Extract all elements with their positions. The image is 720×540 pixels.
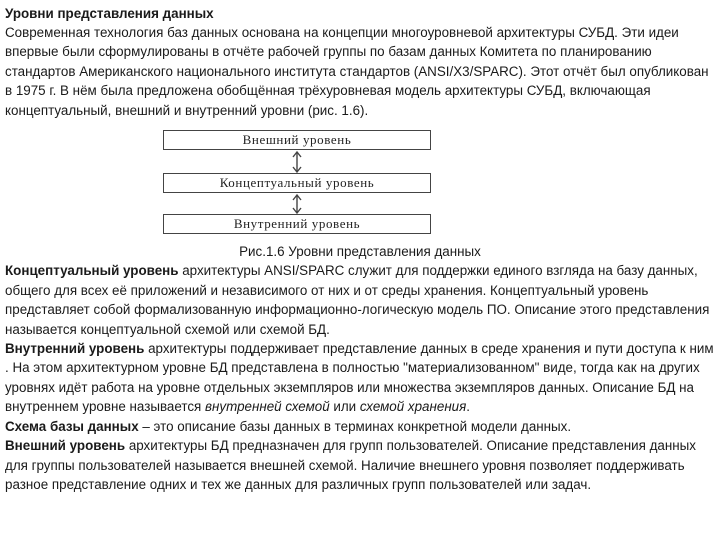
section-title: Уровни представления данных bbox=[5, 6, 214, 21]
conceptual-term: Концептуальный уровень bbox=[5, 263, 179, 279]
external-level-box: Внешний уровень bbox=[163, 130, 431, 150]
conceptual-paragraph bbox=[5, 261, 715, 339]
storage-schema-term: схемой хранения bbox=[359, 399, 467, 415]
conceptual-level-box: Концептуальный уровень bbox=[163, 173, 431, 193]
architecture-figure bbox=[5, 130, 715, 240]
double-arrow-icon bbox=[285, 150, 309, 174]
internal-paragraph bbox=[5, 339, 715, 417]
double-arrow-icon bbox=[285, 193, 309, 215]
figure-caption: Рис.1.6 Уровни представления данных bbox=[239, 244, 481, 260]
external-paragraph bbox=[5, 436, 715, 494]
internal-schema-term: внутренней схемой bbox=[205, 399, 330, 415]
document-page bbox=[5, 4, 715, 494]
conceptual-text: архитектуры ANSI/SPARC служит для поддержки единого взгляда на базу данных, общего для всех её приложений и независимого от них и от среды хранения. Концептуальный уровень представляет собой формализованную информационно-логическую модель ПО. Описание этого представления называется концептуальной схемой или схемой БД. bbox=[5, 263, 710, 337]
schema-term: Схема базы данных bbox=[5, 418, 139, 434]
external-text: архитектуры БД предназначен для групп пользователей. Описание представления данных для группы пользователей называется внешней схемой. Наличие внешнего уровня позволяет поддерживать разное представление одних и тех же данных для различных групп пользователей или задач. bbox=[5, 438, 696, 492]
internal-term: Внутренний уровень bbox=[5, 341, 145, 357]
schema-paragraph bbox=[5, 417, 715, 436]
internal-mid-text: или bbox=[329, 399, 360, 415]
external-term: Внешний уровень bbox=[5, 438, 126, 454]
intro-paragraph: Современная технология баз данных основана на концепции многоуровневой архитектуры СУБД. Эти идеи впервые были сформулированы в отчёте рабочей группы по базам данных Комитета по планированию стандартов Американского национального института стандартов (ANSI/X3/SPARC). Этот отчёт был опубликован в 1975 г. В нём была предложена обобщённая трёхуровневая модель архитектуры СУБД, включающая концептуальный, внешний и внутренний уровни (рис. 1.6). bbox=[5, 25, 709, 118]
internal-end: . bbox=[466, 399, 471, 415]
internal-text: архитектуры поддерживает представление данных в среде хранения и пути доступа к ним . На этом архитектурном уровне БД представлена в полностью "материализованном" виде, тогда как на других уровнях идёт работа на уровне отдельных экземпляров или множества экземпляров данных. Описание БД на внутреннем уровне называется bbox=[5, 341, 714, 415]
schema-text: – это описание базы данных в терминах конкретной модели данных. bbox=[138, 418, 572, 434]
internal-level-box: Внутренний уровень bbox=[163, 214, 431, 234]
